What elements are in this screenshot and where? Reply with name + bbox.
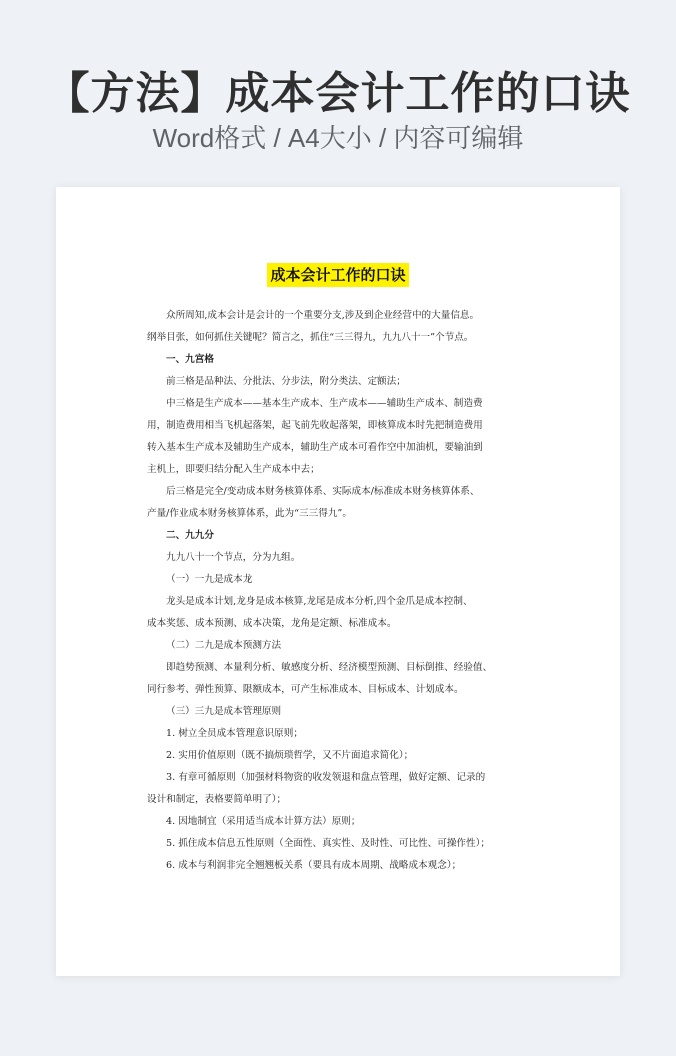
document-line: 用，制造费用相当飞机起落架，起飞前先收起落架，即核算成本时先把制造费用: [147, 420, 483, 431]
banner-title: 【方法】成本会计工作的口诀: [45, 68, 631, 119]
document-body: [147, 305, 531, 877]
document-line: 众所周知,成本会计是会计的一个重要分支,涉及到企业经营中的大量信息。: [166, 310, 480, 321]
document-line: 设计和制定，表格要简单明了）；: [147, 794, 287, 805]
document-line: 1. 树立全员成本管理意识原则；: [166, 728, 303, 739]
document-title: 成本会计工作的口诀: [267, 263, 408, 287]
document-line: 产量/作业成本财务核算体系，此为“三三得九”。: [147, 508, 352, 519]
document-line: 前三格是品种法、分批法、分步法，附分类法、定额法；: [166, 376, 406, 387]
document-page: [56, 187, 620, 976]
document-line: （三）三九是成本管理原则: [166, 706, 282, 717]
document-line: 中三格是生产成本——基本生产成本、生产成本——辅助生产成本、制造费: [166, 398, 483, 409]
document-line: 即趋势预测、本量利分析、敏感度分析、经济模型预测、目标倒推、经验值、: [166, 662, 493, 673]
document-title-wrap: [56, 263, 620, 287]
section-heading: 二、九九分: [166, 530, 214, 541]
section-heading: 一、九宫格: [166, 354, 214, 365]
document-line: （一）一九是成本龙: [166, 574, 253, 585]
document-line: 4. 因地制宜（采用适当成本计算方法）原则；: [166, 816, 361, 827]
document-line: 5. 抓住成本信息五性原则（全面性、真实性、及时性、可比性、可操作性）；: [166, 838, 490, 849]
document-line: 3. 有章可循原则（加强材料物资的收发领退和盘点管理，做好定额、记录的: [166, 772, 486, 783]
document-line: 6. 成本与利润非完全翘翘板关系（要具有成本周期、战略成本观念）；: [166, 860, 462, 871]
document-line: 主机上，即要归结分配入生产成本中去；: [147, 464, 320, 475]
document-line: 龙头是成本计划,龙身是成本核算,龙尾是成本分析,四个金爪是成本控制、: [166, 596, 473, 607]
document-line: 成本奖惩、成本预测、成本决策，龙角是定额、标准成本。: [147, 618, 397, 629]
document-line: 转入基本生产成本及辅助生产成本，辅助生产成本可看作空中加油机，要输油到: [147, 442, 483, 453]
document-line: （二）二九是成本预测方法: [166, 640, 282, 651]
banner-subtitle: Word格式 / A4大小 / 内容可编辑: [152, 123, 524, 153]
document-line: 九九八十一个节点，分为九组。: [166, 552, 301, 563]
document-line: 后三格是完全/变动成本财务核算体系、实际成本/标准成本财务核算体系、: [166, 486, 480, 497]
document-line: 同行参考、弹性预算、限额成本，可产生标准成本、目标成本、计划成本。: [147, 684, 464, 695]
document-line: 2. 实用价值原则（既不搞烦琐哲学，又不片面追求简化）；: [166, 750, 414, 761]
document-line: 纲举目张，如何抓住关键呢？简言之，抓住“三三得九，九九八十一”个节点。: [147, 332, 474, 343]
